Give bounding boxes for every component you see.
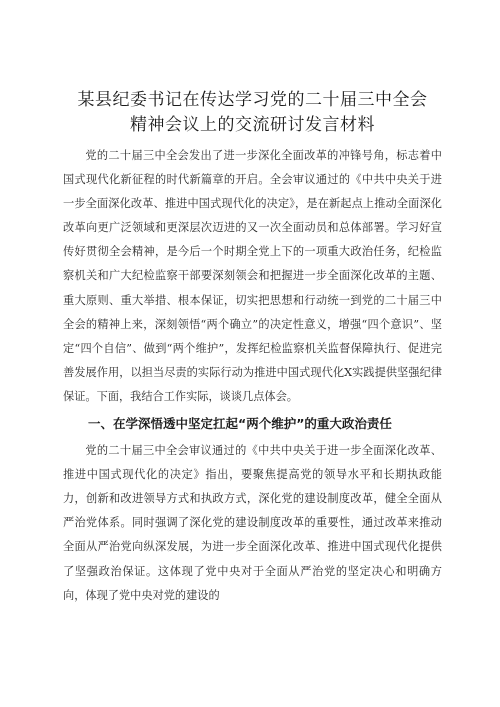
intro-paragraph: 党的二十届三中全会发出了进一步深化全面改革的冲锋号角，标志着中国式现代化新征程的时代新篇章的开启。全会审议通过的《中共中央关于进一步全面深化改革、推进中国式现代化的决定》，是在新起点上推动全面深化改革向更广泛领域和更深层次迈进的又一次全面动员和总体部署。学习好宣传好贯彻全会精神，是今后一个时期全党上下的一项重大政治任务，纪检监察机关和广大纪检监察干部要深刻领会和把握进一步全面深化改革的主题、重大原则、重大举措、根本保证，切实把思想和行动统一到党的二十届三中全会的精神上来，深刻领悟“两个确立”的决定性意义，增强“四个意识”、坚定“四个自信”、做到“两个维护”，发挥纪检监察机关监督保障执行、促进完善发展作用，以担当尽责的实际行动为推进中国式现代化X实践提供坚强纪律保证。下面，我结合工作实际，谈谈几点体会。: [63, 149, 442, 403]
section-heading-1: 一、在学深悟透中坚定扛起“两个维护”的重大政治责任: [88, 416, 392, 432]
document-title: [63, 88, 442, 138]
document-title-line-1: 某县纪委书记在传达学习党的二十届三中全会: [77, 90, 428, 110]
section-1-paragraph: 党的二十届三中全会审议通过的《中共中央关于进一步全面深化改革、推进中国式现代化的决定》指出，要聚焦提高党的领导水平和长期执政能力，创新和改进领导方式和执政方式，深化党的建设制度改革，健全全面从严治党体系。同时强调了深化党的建设制度改革的重要性，通过改革来推动全面从严治党向纵深发展，为进一步全面深化改革、推进中国式现代化提供了坚强政治保证。这体现了党中央对于全面从严治党的坚定决心和明确方向，体现了党中央对党的建设的: [63, 444, 442, 602]
document-title-line-2: 精神会议上的交流研讨发言材料: [130, 115, 375, 135]
